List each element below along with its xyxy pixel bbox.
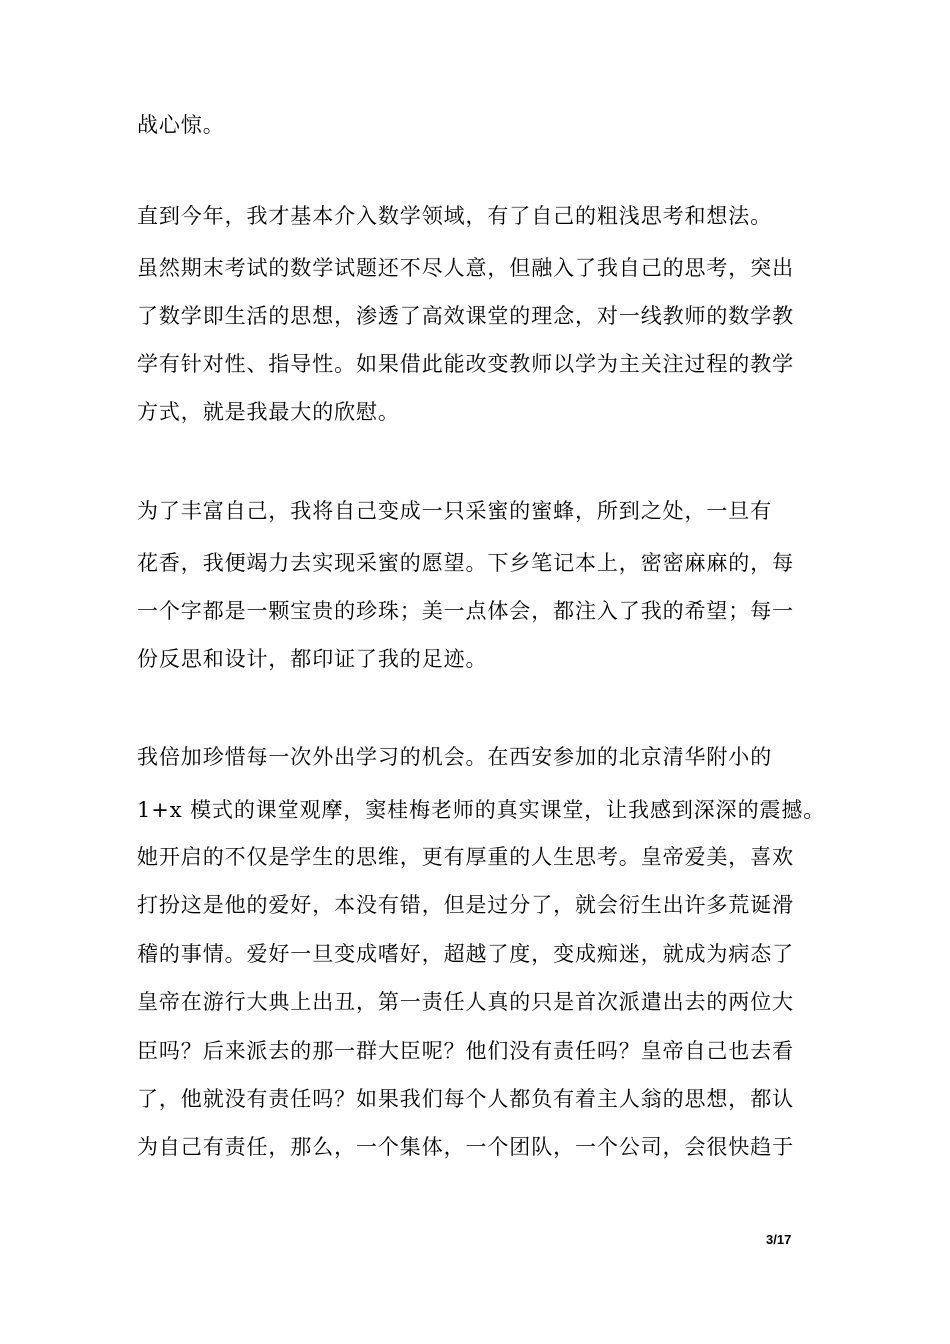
paragraph-2-line-1: 直到今年，我才基本介入数学领域，有了自己的粗浅思考和想法。 <box>137 204 773 228</box>
paragraph-3-line-3: 一个字都是一颗宝贵的珍珠；美一点体会，都注入了我的希望；每一 <box>137 599 794 623</box>
paragraph-4-line-6: 皇帝在游行大典上出丑，第一责任人真的只是首次派遣出去的两位大 <box>137 990 794 1014</box>
paragraph-1-line-1: 战心惊。 <box>137 113 225 137</box>
paragraph-3-line-4: 份反思和设计，都印证了我的足迹。 <box>137 647 488 671</box>
paragraph-4-line-2: 1+x 模式的课堂观摩，窦桂梅老师的真实课堂，让我感到深深的震撼。 <box>137 798 826 822</box>
paragraph-4-line-9: 为自己有责任，那么，一个集体，一个团队，一个公司，会很快趋于 <box>137 1135 794 1159</box>
paragraph-3-line-2: 花香，我便竭力去实现采蜜的愿望。下乡笔记本上，密密麻麻的，每 <box>137 551 794 575</box>
paragraph-4-line-4: 打扮这是他的爱好，本没有错，但是过分了，就会衍生出许多荒诞滑 <box>137 893 794 917</box>
paragraph-2-line-5: 方式，就是我最大的欣慰。 <box>137 400 400 424</box>
paragraph-2-line-3: 了数学即生活的思想，渗透了高效课堂的理念，对一线教师的数学教 <box>137 304 794 328</box>
paragraph-4-line-8: 了，他就没有责任吗？如果我们每个人都负有着主人翁的思想，都认 <box>137 1087 794 1111</box>
paragraph-4-line-5: 稽的事情。爱好一旦变成嗜好，超越了度，变成痴迷，就成为病态了 <box>137 942 794 966</box>
page-number: 3/17 <box>766 1232 792 1247</box>
paragraph-2-line-4: 学有针对性、指导性。如果借此能改变教师以学为主关注过程的教学 <box>137 352 794 376</box>
paragraph-4-line-3: 她开启的不仅是学生的思维，更有厚重的人生思考。皇帝爱美，喜欢 <box>137 845 794 869</box>
paragraph-3-line-1: 为了丰富自己，我将自己变成一只采蜜的蜜蜂，所到之处，一旦有 <box>137 499 773 523</box>
paragraph-4-line-1: 我倍加珍惜每一次外出学习的机会。在西安参加的北京清华附小的 <box>137 745 773 769</box>
paragraph-4-line-7: 臣吗？后来派去的那一群大臣呢？他们没有责任吗？皇帝自己也去看 <box>137 1039 794 1063</box>
paragraph-2-line-2: 虽然期末考试的数学试题还不尽人意，但融入了我自己的思考，突出 <box>137 256 794 280</box>
